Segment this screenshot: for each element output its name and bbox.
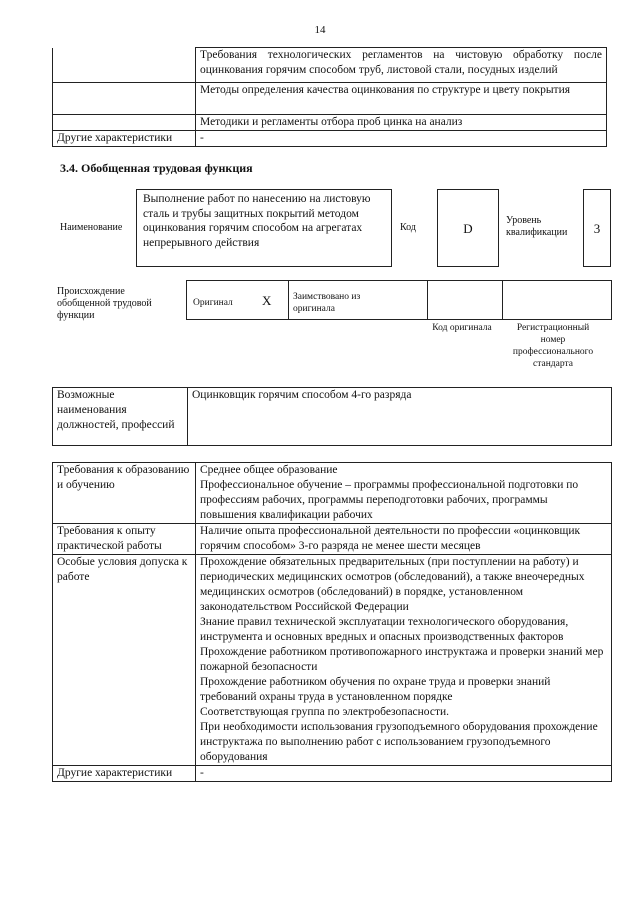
page-number: 14	[314, 24, 326, 36]
borrowed-label: Заимствовано из оригинала	[293, 292, 361, 314]
positions-table	[52, 387, 612, 446]
condition-line: Прохождение работником противопожарного инструктажа и проверки знаний мер пожарной безопасности	[200, 646, 604, 673]
condition-line: Знание правил технической эксплуатации технологического оборудования, инструмента и основных вредных и опасных производственных факторов	[200, 616, 569, 643]
other-characteristics-value: -	[196, 766, 612, 782]
code-label: Код	[400, 222, 416, 233]
experience-label: Требования к опыту практической работы	[53, 524, 196, 555]
name-label: Наименование	[60, 222, 123, 233]
reg-caption: Регистрационный номер профессионального стандарта	[512, 323, 594, 369]
education-value	[196, 463, 612, 524]
gtf-code-box: D	[437, 189, 499, 267]
section-heading: 3.4. Обобщенная трудовая функция	[60, 161, 253, 175]
knowledge-cell: Требования технологических регламентов на чистовую обработку после оцинкования горячим способом труб, листовой стали, посудных изделий	[196, 48, 607, 83]
experience-value: Наличие опыта профессиональной деятельности по профессии «оцинковщик горячим способом» 3-го разряда не менее шести месяцев	[196, 524, 612, 555]
knowledge-cell: Методы определения качества оцинкования по структуре и цвету покрытия	[196, 83, 607, 115]
original-mark: X	[262, 293, 272, 308]
education-line: Профессиональное обучение – программы профессиональной подготовки по профессиям рабочих, программы переподготовки рабочих, программы повышения квалификации рабочих	[200, 479, 579, 521]
origin-divider	[427, 280, 428, 320]
origin-box	[186, 280, 612, 320]
requirements-table	[52, 462, 612, 782]
condition-line: Прохождение обязательных предварительных (при поступлении на работу) и периодических медицинских осмотров (обследований), а также внеочередных медицинских осмотров (обследований) в порядке, установленном законодательством Российской Федерации	[200, 556, 585, 613]
gtf-name-box: Выполнение работ по нанесению на листовую сталь и трубы защитных покрытий методом оцинкования горячим способом на агрегатах непрерывного действия	[136, 189, 392, 267]
condition-line: Соответствующая группа по электробезопасности.	[200, 706, 449, 718]
level-label: Уровень квалификации	[506, 215, 568, 238]
origin-divider	[288, 280, 289, 320]
gtf-level-box: 3	[583, 189, 611, 267]
other-characteristics-label: Другие характеристики	[53, 131, 196, 147]
origin-divider	[502, 280, 503, 320]
conditions-label: Особые условия допуска к работе	[53, 555, 196, 766]
condition-line: Прохождение работником обучения по охране труда и проверки знаний требований охраны труда в установленном порядке	[200, 676, 551, 703]
condition-line: При необходимости использования грузоподъемного оборудования прохождение инструктажа по выполнению работ с использованием грузоподъемного оборудования	[200, 721, 598, 763]
code-caption: Код оригинала	[432, 323, 492, 333]
origin-label: Происхождение обобщенной трудовой функции	[57, 286, 152, 321]
original-label: Оригинал	[193, 298, 233, 308]
conditions-value	[196, 555, 612, 766]
other-characteristics-label: Другие характеристики	[53, 766, 196, 782]
knowledge-table	[52, 47, 607, 147]
positions-value: Оцинковщик горячим способом 4-го разряда	[188, 388, 612, 446]
knowledge-cell: Методики и регламенты отбора проб цинка на анализ	[196, 115, 607, 131]
positions-label: Возможные наименования должностей, профессий	[53, 388, 188, 446]
education-label: Требования к образованию и обучению	[53, 463, 196, 524]
education-line: Среднее общее образование	[200, 464, 338, 476]
other-characteristics-value: -	[196, 131, 607, 147]
